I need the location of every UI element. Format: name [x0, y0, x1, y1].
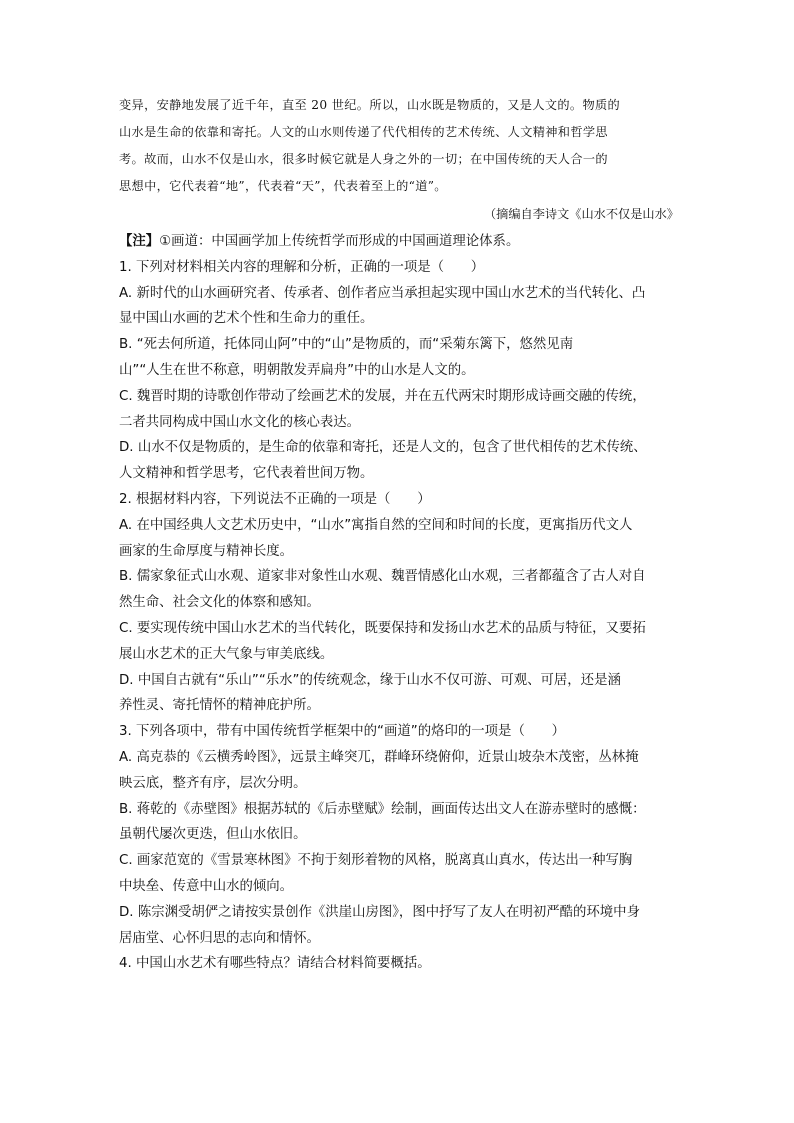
option-c: C. 要实现传统中国山水艺术的当代转化，既要保持和发扬山水艺术的品质与特征，又要拓: [119, 620, 646, 636]
option-d-cont: 人文精神和哲学思考，它代表着世间万物。: [119, 466, 374, 482]
option-b-cont: 虽朝代屡次更迭，但山水依旧。: [119, 827, 307, 843]
passage-line: 山水是生命的依靠和寄托。人文的山水则传递了代代相传的艺术传统、人文精神和哲学思: [119, 125, 608, 139]
question-stem: 4. 中国山水艺术有哪些特点？请结合材料简要概括。: [119, 956, 431, 972]
option-a: A. 高克恭的《云横秀岭图》，远景主峰突兀，群峰环绕俯仰，近景山坡杂木茂密，丛林掩: [119, 749, 639, 765]
option-c: C. 魏晋时期的诗歌创作带动了绘画艺术的发展，并在五代两宋时期形成诗画交融的传统，: [119, 388, 646, 404]
option-b: B. 儒家象征式山水观、道家非对象性山水观、魏晋情感化山水观，三者都蕴含了古人对自: [119, 569, 646, 585]
question-4: [119, 951, 689, 977]
option-d-cont: 养性灵、寄托情怀的精神庇护所。: [119, 698, 320, 714]
option-b-cont: 然生命、社会文化的体察和感知。: [119, 595, 320, 611]
option-a: A. 在中国经典人文艺术历史中，“山水”寓指自然的空间和时间的长度，更寓指历代文人: [119, 517, 633, 533]
option-c: C. 画家范宽的《雪景寒林图》不拘于刻形着物的风格，脱离真山真水，传达出一种写胸: [119, 853, 633, 869]
passage-line: 思想中，它代表着“地”，代表着“天”，代表着至上的“道”。: [119, 179, 447, 193]
question-2: [119, 487, 689, 719]
questions-section: [119, 229, 689, 977]
option-a-cont: 显中国山水画的艺术个性和生命力的重任。: [119, 311, 374, 327]
option-b: B. “死去何所道，托体同山阿”中的“山”是物质的，而“采菊东篱下，悠然见南: [119, 337, 574, 353]
note-label: 【注】: [119, 234, 160, 249]
option-b-cont: 山”“人生在世不称意，明朝散发弄扁舟”中的山水是人文的。: [119, 362, 475, 378]
option-d: D. 陈宗渊受胡俨之请按实景创作《洪崖山房图》，图中抒写了友人在明初严酷的环境中身: [119, 904, 640, 920]
option-a-cont: 映云底，整齐有序，层次分明。: [119, 775, 307, 791]
passage-source: （摘编自李诗文《山水不仅是山水》: [484, 207, 679, 221]
option-d: D. 中国自古就有“乐山”“乐水”的传统观念，缘于山水不仅可游、可观、可居，还是涵: [119, 672, 621, 688]
passage-line: 考。故而，山水不仅是山水，很多时候它就是人身之外的一切；在中国传统的天人合一的: [119, 152, 608, 166]
question-1: [119, 255, 689, 487]
option-d-cont: 居庙堂、心怀归思的志向和情怀。: [119, 930, 320, 946]
option-c-cont: 展山水艺术的正大气象与审美底线。: [119, 646, 334, 662]
option-a-cont: 画家的生命厚度与精神长度。: [119, 543, 294, 559]
passage-excerpt: [119, 92, 679, 200]
option-b: B. 蒋乾的《赤壁图》根据苏轼的《后赤壁赋》绘制，画面传达出文人在游赤壁时的感慨：: [119, 801, 646, 817]
note-line: [119, 229, 689, 255]
note-text: ①画道：中国画学加上传统哲学而形成的中国画道理论体系。: [159, 234, 520, 249]
passage-line: 变异，安静地发展了近千年，直至 20 世纪。所以，山水既是物质的，又是人文的。物质的: [119, 98, 621, 112]
question-3: [119, 719, 689, 951]
option-a: A. 新时代的山水画研究者、传承者、创作者应当承担起实现中国山水艺术的当代转化、凸: [119, 285, 646, 301]
question-stem: 3. 下列各项中，带有中国传统哲学框架中的“画道”的烙印的一项是（ ）: [119, 724, 566, 740]
option-c-cont: 中块垒、传意中山水的倾向。: [119, 878, 294, 894]
option-d: D. 山水不仅是物质的，是生命的依靠和寄托，还是人文的，包含了世代相传的艺术传统、: [119, 440, 647, 456]
option-c-cont: 二者共同构成中国山水文化的核心表达。: [119, 414, 361, 430]
question-stem: 2. 根据材料内容，下列说法不正确的一项是（ ）: [119, 491, 431, 507]
question-stem: 1. 下列对材料相关内容的理解和分析，正确的一项是（ ）: [119, 259, 485, 275]
